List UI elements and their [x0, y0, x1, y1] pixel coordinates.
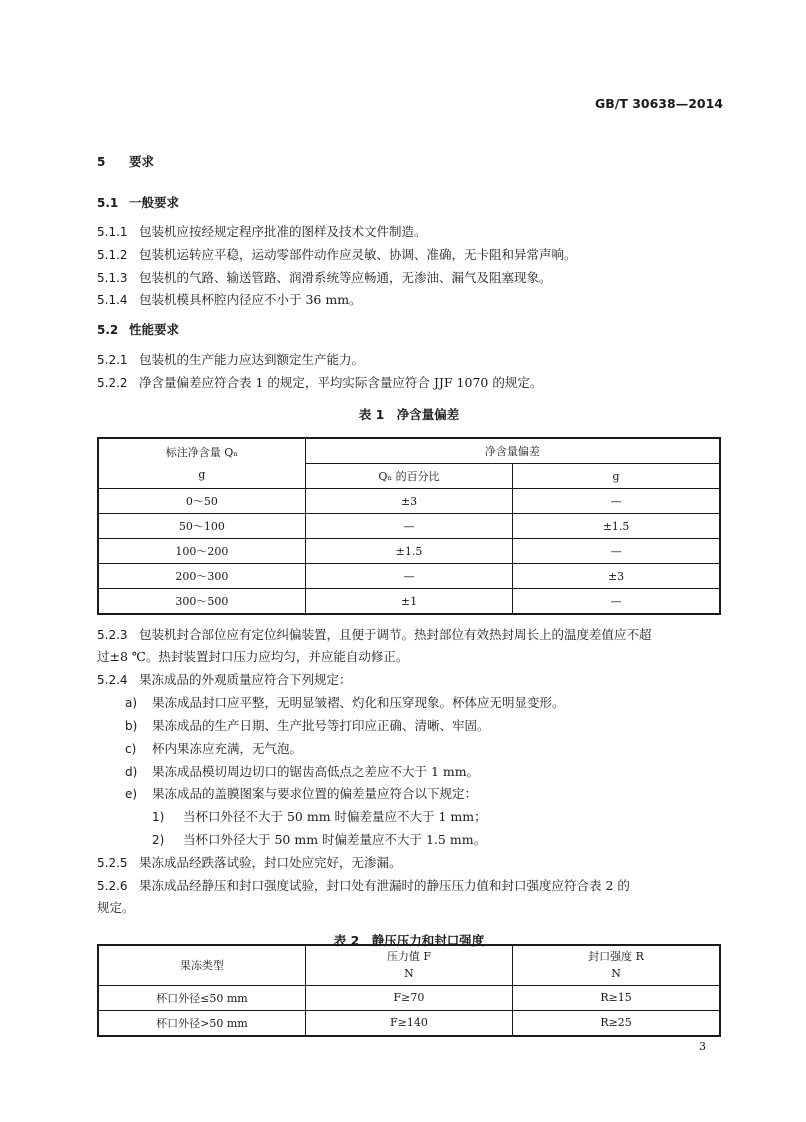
standard-code-header: GB/T 30638—2014	[594, 96, 723, 111]
sub-list-item	[152, 807, 487, 827]
list-item	[125, 693, 565, 713]
table-cell: 0～50	[98, 489, 305, 514]
table-cell: —	[305, 514, 512, 539]
header-unit: N	[611, 967, 621, 981]
table-cell: 100～200	[98, 539, 305, 564]
table-2-col2-header	[305, 945, 512, 985]
table-cell: —	[305, 564, 512, 589]
table-row	[98, 985, 720, 1010]
section-5-heading	[97, 152, 154, 172]
table-cell: —	[513, 489, 720, 514]
list-label: e)	[125, 787, 138, 801]
table-cell: ±3	[513, 564, 720, 589]
table-cell: 50～100	[98, 514, 305, 539]
table-cell: 300～500	[98, 589, 305, 615]
clause-5-2-6	[97, 876, 630, 896]
list-text: 杯内果冻应充满，无气泡。	[152, 741, 303, 756]
table-1-caption: 表 1 净含量偏差	[358, 407, 460, 422]
table-cell: 杯口外径≤50 mm	[98, 985, 305, 1010]
table-row	[98, 489, 720, 514]
list-item	[125, 739, 302, 759]
section-title: 一般要求	[129, 195, 180, 210]
clause-5-1-3	[97, 268, 552, 288]
table-1-sub-header-percent: Qₙ 的百分比	[305, 464, 512, 489]
list-item	[125, 762, 479, 782]
table-2	[97, 944, 721, 1037]
section-title: 性能要求	[129, 322, 180, 337]
table-cell: —	[513, 539, 720, 564]
clause-text: 包装机的生产能力应达到额定生产能力。	[139, 352, 365, 367]
table-cell: 200～300	[98, 564, 305, 589]
table-cell: F≥140	[305, 1010, 512, 1036]
list-label: 2)	[152, 833, 165, 847]
table-1-col1-header	[98, 438, 305, 489]
clause-5-2-5	[97, 853, 402, 873]
list-label: d)	[125, 765, 138, 779]
list-label: c)	[125, 742, 137, 756]
table-cell: ±3	[305, 489, 512, 514]
table-cell: F≥70	[305, 985, 512, 1010]
table-1-sub-header-g: g	[513, 464, 720, 489]
list-label: a)	[125, 696, 138, 710]
header-unit: N	[404, 967, 414, 981]
clause-number: 5.1.1	[97, 225, 128, 239]
clause-5-2-6-continued	[97, 898, 135, 918]
clause-5-2-1	[97, 350, 364, 370]
clause-5-1-1	[97, 222, 427, 242]
clause-text: 过±8 ℃。热封装置封口压力应均匀，并应能自动修正。	[97, 649, 409, 664]
clause-text: 包装机封合部位应有定位纠偏装置，且便于调节。热封部位有效热封周长上的温度差值应不超	[139, 627, 652, 642]
list-item	[125, 784, 477, 804]
list-label: b)	[125, 719, 138, 733]
clause-5-1-4	[97, 290, 362, 310]
clause-number: 5.2.2	[97, 376, 128, 390]
header-line: 封口强度 R	[588, 950, 644, 964]
list-item	[125, 716, 490, 736]
header-line: 压力值 F	[386, 950, 432, 964]
table-cell: R≥15	[513, 985, 720, 1010]
list-text: 果冻成品的生产日期、生产批号等打印应正确、清晰、牢固。	[152, 718, 490, 733]
table-cell: ±1.5	[305, 539, 512, 564]
table-1-group-header: 净含量偏差	[305, 438, 720, 464]
clause-5-2-2	[97, 373, 542, 393]
section-number: 5.1	[97, 196, 119, 210]
sub-list-item	[152, 830, 486, 850]
clause-number: 5.2.1	[97, 353, 128, 367]
clause-text: 包装机模具杯腔内径应不小于 36 mm。	[139, 292, 362, 307]
clause-5-1-2	[97, 245, 577, 265]
table-row	[98, 589, 720, 615]
clause-text: 净含量偏差应符合表 1 的规定，平均实际含量应符合 JJF 1070 的规定。	[139, 375, 543, 390]
table-1	[97, 437, 721, 615]
section-number: 5	[97, 155, 106, 169]
table-row	[98, 539, 720, 564]
clause-number: 5.2.3	[97, 628, 128, 642]
table-row	[98, 514, 720, 539]
clause-number: 5.2.4	[97, 673, 128, 687]
section-5-1-heading	[97, 193, 179, 213]
clause-number: 5.1.4	[97, 293, 128, 307]
table-row	[98, 564, 720, 589]
table-cell: —	[513, 589, 720, 615]
clause-text: 果冻成品经跌落试验，封口处应完好，无渗漏。	[139, 855, 402, 870]
list-text: 果冻成品模切周边切口的锯齿高低点之差应不大于 1 mm。	[152, 764, 480, 779]
clause-text: 包装机应按经规定程序批准的图样及技术文件制造。	[139, 224, 427, 239]
table-2-col1-header: 果冻类型	[98, 945, 305, 985]
clause-number: 5.1.2	[97, 248, 128, 262]
table-row	[98, 1010, 720, 1036]
clause-text: 果冻成品的外观质量应符合下列规定：	[139, 672, 352, 687]
page-number: 3	[699, 1040, 706, 1053]
section-title: 要求	[129, 154, 155, 169]
table-2-col3-header	[513, 945, 720, 985]
list-text: 当杯口外径不大于 50 mm 时偏差量应不大于 1 mm；	[183, 809, 487, 824]
header-line: 标注净含量 Qₙ	[165, 445, 239, 459]
clause-text: 规定。	[97, 900, 135, 915]
clause-number: 5.2.6	[97, 879, 128, 893]
section-5-2-heading	[97, 320, 179, 340]
list-text: 果冻成品的盖膜图案与要求位置的偏差量应符合以下规定：	[152, 786, 478, 801]
list-label: 1)	[152, 810, 165, 824]
header-unit: g	[198, 467, 206, 481]
clause-5-2-4	[97, 670, 352, 690]
table-2-caption: 表 2 静压压力和封口强度	[333, 933, 485, 948]
clause-text: 包装机的气路、输送管路、润滑系统等应畅通，无渗油、漏气及阻塞现象。	[139, 270, 552, 285]
list-text: 当杯口外径大于 50 mm 时偏差量应不大于 1.5 mm。	[183, 832, 487, 847]
table-cell: ±1.5	[513, 514, 720, 539]
table-cell: R≥25	[513, 1010, 720, 1036]
section-number: 5.2	[97, 323, 119, 337]
clause-text: 包装机运转应平稳，运动零部件动作应灵敏、协调、准确，无卡阻和异常声响。	[139, 247, 577, 262]
clause-number: 5.2.5	[97, 856, 128, 870]
clause-5-2-3	[97, 625, 652, 645]
table-cell: 杯口外径>50 mm	[98, 1010, 305, 1036]
clause-number: 5.1.3	[97, 271, 128, 285]
table-cell: ±1	[305, 589, 512, 615]
list-text: 果冻成品封口应平整，无明显皱褶、灼化和压穿现象。杯体应无明显变形。	[152, 695, 565, 710]
clause-5-2-3-continued	[97, 647, 408, 667]
clause-text: 果冻成品经静压和封口强度试验，封口处有泄漏时的静压压力值和封口强度应符合表 2 的	[139, 878, 630, 893]
